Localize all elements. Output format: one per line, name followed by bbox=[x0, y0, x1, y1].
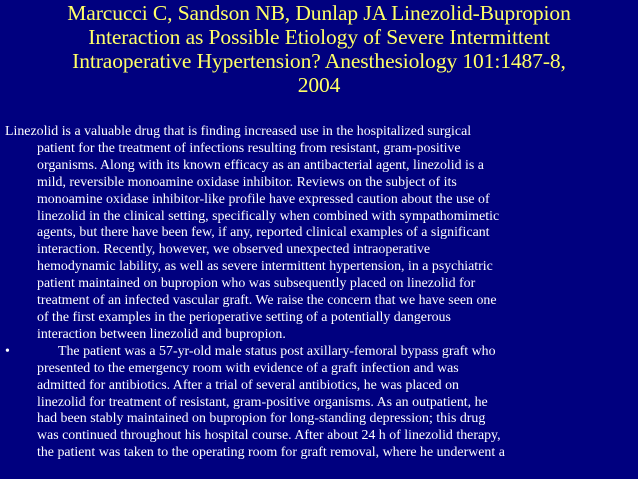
title-line: Marcucci C, Sandson NB, Dunlap JA Linezolid-Bupropion bbox=[67, 1, 571, 25]
slide-title bbox=[6, 1, 632, 97]
case-line: the patient was taken to the operating room for graft removal, where he underwent a bbox=[37, 445, 505, 461]
abstract-line: hemodynamic lability, as well as severe intermittent hypertension, in a psychiatric bbox=[37, 259, 493, 275]
abstract-line: treatment of an infected vascular graft. We raise the concern that we have seen one bbox=[37, 293, 497, 309]
slide-body bbox=[5, 124, 635, 462]
abstract-line: of the first examples in the perioperative setting of a potentially dangerous bbox=[37, 309, 451, 325]
abstract-line: mild, reversible monoamine oxidase inhibitor. Reviews on the subject of its bbox=[37, 174, 457, 190]
abstract-line: patient maintained on bupropion who was subsequently placed on linezolid for bbox=[37, 276, 476, 292]
title-line: 2004 bbox=[297, 73, 341, 97]
case-line: had been stably maintained on bupropion for long-standing depression; this drug bbox=[37, 411, 486, 427]
case-first-line: The patient was a 57-yr-old male status post axillary-femoral bypass graft who bbox=[58, 343, 496, 359]
abstract-line: monoamine oxidase inhibitor-like profile have expressed caution about the use of bbox=[37, 191, 490, 207]
case-line: linezolid for treatment of resistant, gram-positive organisms. As an outpatient, he bbox=[37, 394, 488, 410]
abstract-line: agents, but there have been few, if any, reported clinical examples of a significant bbox=[37, 225, 490, 241]
title-line: Interaction as Possible Etiology of Severe Intermittent bbox=[88, 25, 550, 49]
abstract-line: interaction between linezolid and bupropion. bbox=[37, 326, 286, 342]
abstract-paragraph bbox=[5, 124, 635, 344]
abstract-line: interaction. Recently, however, we observed unexpected intraoperative bbox=[37, 242, 431, 258]
abstract-line: patient for the treatment of infections resulting from resistant, gram-positive bbox=[37, 140, 461, 156]
case-line: presented to the emergency room with evidence of a graft infection and was bbox=[37, 360, 459, 376]
bullet-marker: • bbox=[5, 343, 10, 359]
case-bullet-paragraph bbox=[5, 344, 635, 462]
case-line: admitted for antibiotics. After a trial of several antibiotics, he was placed on bbox=[37, 377, 459, 393]
abstract-line: linezolid in the clinical setting, specifically when combined with sympathomimetic bbox=[37, 208, 500, 224]
abstract-line: organisms. Along with its known efficacy as an antibacterial agent, linezolid is a bbox=[37, 157, 484, 173]
abstract-first-line: Linezolid is a valuable drug that is finding increased use in the hospitalized surgical bbox=[5, 124, 472, 139]
title-line: Intraoperative Hypertension? Anesthesiology 101:1487-8, bbox=[72, 49, 566, 73]
case-line: was continued throughout his hospital course. After about 24 h of linezolid therapy, bbox=[37, 428, 501, 444]
